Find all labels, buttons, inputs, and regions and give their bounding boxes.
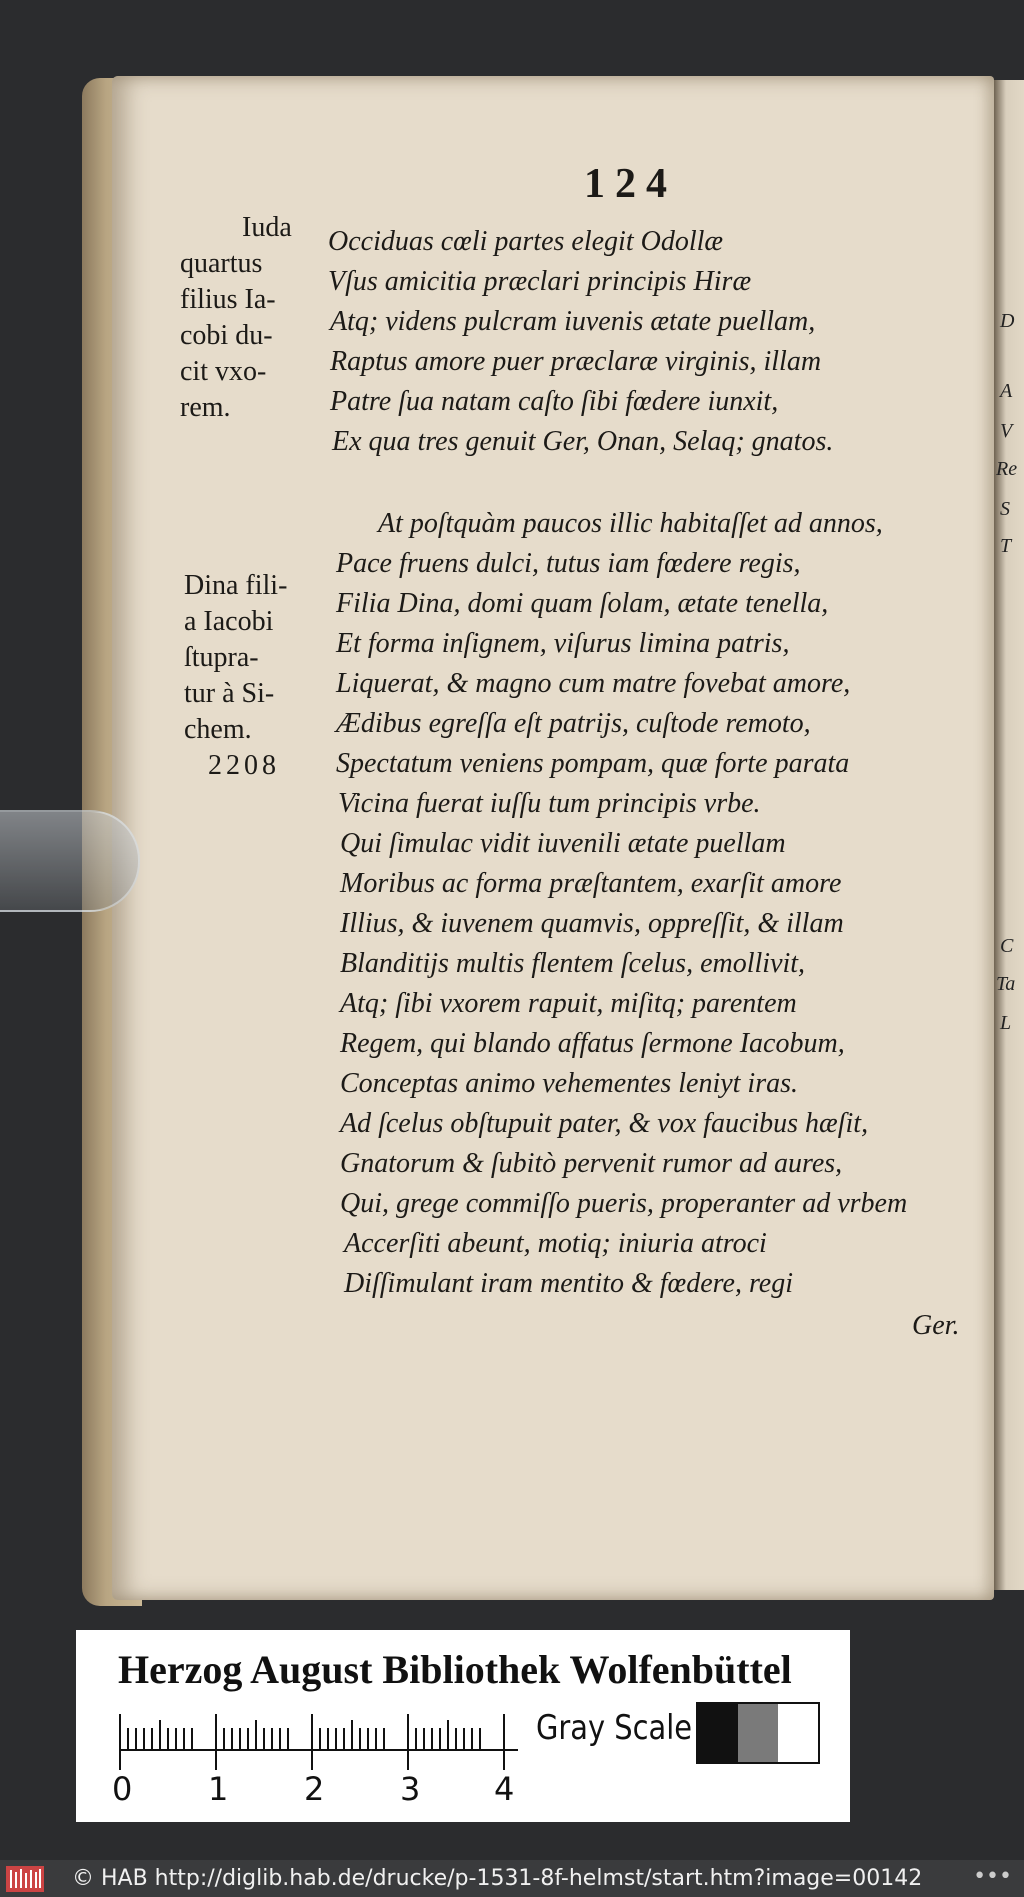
verse-line: Illius, & iuvenem quamvis, oppreſſit, & illam bbox=[340, 908, 844, 939]
margin-note-line: quartus bbox=[180, 248, 263, 279]
verse-line: Occiduas cœli partes elegit Odollæ bbox=[328, 226, 724, 257]
verse-line: At poſtquàm paucos illic habitaſſet ad annos, bbox=[378, 508, 883, 539]
verse-line: Spectatum veniens pompam, quæ forte parata bbox=[336, 748, 850, 779]
verse-line: Ad ſcelus obſtupuit pater, & vox faucibus hæſit, bbox=[340, 1108, 869, 1139]
margin-note-line: rem. bbox=[180, 392, 231, 423]
margin-note-line: 2208 bbox=[208, 750, 280, 781]
verse-line: Et forma inſignem, viſurus limina patris, bbox=[336, 628, 790, 659]
verse-line: Atq; ſibi vxorem rapuit, miſitq; parentem bbox=[340, 988, 797, 1019]
verse-line: Regem, qui blando affatus ſermone Iacobum, bbox=[340, 1028, 845, 1059]
verse-line: Diſſimulant iram mentito & fœdere, regi bbox=[344, 1268, 794, 1299]
margin-note-iuda bbox=[180, 210, 292, 426]
verse-line: Atq; videns pulcram iuvenis ætate puellam, bbox=[330, 306, 816, 337]
margin-note-line: chem. bbox=[184, 714, 252, 745]
footer-bar bbox=[0, 1860, 1024, 1897]
verse-line: Vſus amicitia præclari principis Hiræ bbox=[328, 266, 752, 297]
margin-note-line: a Iacobi bbox=[184, 606, 274, 637]
gray-scale-swatches bbox=[696, 1702, 820, 1764]
verse-line: Ex qua tres genuit Ger, Onan, Selaq; gnatos. bbox=[332, 426, 834, 457]
catchword: Ger. bbox=[912, 1310, 960, 1341]
facing-page-fragment: C bbox=[1000, 935, 1014, 957]
margin-note-line: cit vxo- bbox=[180, 356, 267, 387]
verse-line: Conceptas animo vehementes leniyt iras. bbox=[340, 1068, 799, 1099]
facing-page-fragment: Ta bbox=[996, 973, 1016, 995]
ruler-number: 3 bbox=[400, 1770, 421, 1808]
verse-line: Vicina fuerat iuſſu tum principis vrbe. bbox=[338, 788, 761, 819]
verse-line: Blanditijs multis flentem ſcelus, emollivit, bbox=[340, 948, 806, 979]
facing-page-fragment: D bbox=[1000, 310, 1015, 332]
page-number: 124 bbox=[584, 161, 677, 207]
ruler bbox=[118, 1710, 538, 1820]
verse-line: Qui, grege commiſſo pueris, properanter ad vrbem bbox=[340, 1188, 908, 1219]
verse-line: Ædibus egreſſa eſt patrijs, cuſtode remoto, bbox=[336, 708, 811, 739]
facing-page-fragment: T bbox=[1000, 535, 1012, 557]
footer-copyright-link[interactable]: © HAB http://diglib.hab.de/drucke/p-1531-8f-helmst/start.htm?image=00142 bbox=[72, 1866, 923, 1891]
margin-note-line: ſtupra- bbox=[184, 642, 259, 673]
verse-line: Qui ſimulac vidit iuvenili ætate puellam bbox=[340, 828, 786, 859]
verse-line: Filia Dina, domi quam ſolam, ætate tenella, bbox=[336, 588, 829, 619]
gray-swatch-mid bbox=[738, 1704, 778, 1762]
margin-note-line: Dina fili- bbox=[184, 570, 288, 601]
gray-scale-label: Gray Scale bbox=[536, 1708, 693, 1748]
verse-line: Accerſiti abeunt, motiq; iniuria atroci bbox=[344, 1228, 767, 1259]
more-options-icon[interactable]: ••• bbox=[973, 1864, 1012, 1889]
facing-page-fragment: V bbox=[1000, 420, 1013, 442]
scale-reference-card bbox=[76, 1630, 850, 1822]
verse-line: Gnatorum & ſubitò pervenit rumor ad aures, bbox=[340, 1148, 843, 1179]
ruler-number: 0 bbox=[112, 1770, 133, 1808]
margin-note-line: cobi du- bbox=[180, 320, 273, 351]
verse-line: Liquerat, & magno cum matre fovebat amore, bbox=[336, 668, 851, 699]
verse-line: Pace fruens dulci, tutus iam fœdere regis, bbox=[336, 548, 801, 579]
glass-page-clip bbox=[0, 810, 140, 912]
ruler-number: 2 bbox=[304, 1770, 325, 1808]
gray-swatch-black bbox=[698, 1704, 738, 1762]
hab-logo-icon bbox=[6, 1866, 44, 1892]
verse-line: Patre ſua natam caſto ſibi fœdere iunxit, bbox=[330, 386, 779, 417]
ruler-number: 1 bbox=[208, 1770, 229, 1808]
margin-note-line: Iuda bbox=[242, 212, 292, 243]
verse-line: Raptus amore puer præclaræ virginis, illam bbox=[330, 346, 822, 377]
facing-page-edge bbox=[994, 80, 1024, 1590]
library-title: Herzog August Bibliothek Wolfenbüttel bbox=[118, 1647, 792, 1692]
ruler-number: 4 bbox=[494, 1770, 515, 1808]
facing-page-fragment: A bbox=[1000, 380, 1013, 402]
facing-page-fragment: S bbox=[1000, 498, 1010, 520]
gray-swatch-white bbox=[778, 1704, 818, 1762]
verse-line: Moribus ac forma præſtantem, exarſit amore bbox=[340, 868, 842, 899]
margin-note-dina bbox=[184, 568, 287, 784]
margin-note-line: filius Ia- bbox=[180, 284, 276, 315]
margin-note-line: tur à Si- bbox=[184, 678, 275, 709]
facing-page-fragment: Re bbox=[996, 458, 1018, 480]
facing-page-fragment: L bbox=[1000, 1012, 1012, 1034]
